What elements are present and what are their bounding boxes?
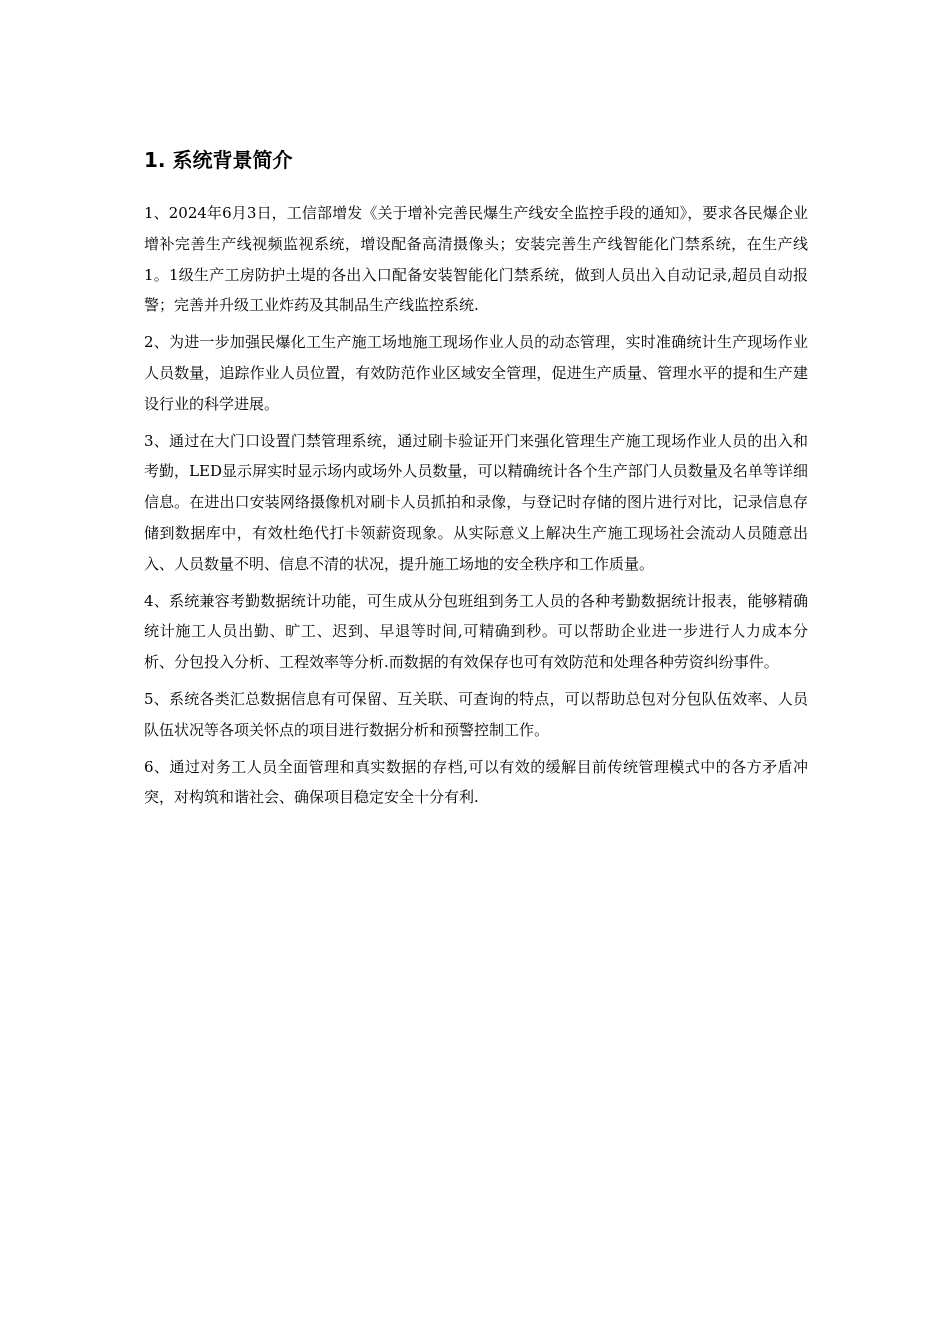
paragraph-5: 5、系统各类汇总数据信息有可保留、互关联、可查询的特点，可以帮助总包对分包队伍效率、人员队伍状况等各项关怀点的项目进行数据分析和预警控制工作。 <box>144 689 808 739</box>
paragraph-3: 3、通过在大门口设置门禁管理系统，通过刷卡验证开门来强化管理生产施工现场作业人员的出入和考勤，LED显示屏实时显示场内或场外人员数量，可以精确统计各个生产部门人员数量及名单等详细信息。在进出口安装网络摄像机对刷卡人员抓拍和录像，与登记时存储的图片进行对比，记录信息存储到数据库中，有效杜绝代打卡领薪资现象。从实际意义上解决生产施工现场社会流动人员随意出入、人员数量不明、信息不清的状况，提升施工场地的安全秩序和工作质量。 <box>144 431 808 573</box>
section-heading: 1. 系统背景简介 <box>144 148 293 172</box>
paragraph-2: 2、为进一步加强民爆化工生产施工场地施工现场作业人员的动态管理，实时准确统计生产现场作业人员数量，追踪作业人员位置，有效防范作业区域安全管理，促进生产质量、管理水平的提和生产建设行业的科学进展。 <box>144 333 808 413</box>
paragraph-4: 4、系统兼容考勤数据统计功能，可生成从分包班组到务工人员的各种考勤数据统计报表，能够精确统计施工人员出勤、旷工、迟到、早退等时间,可精确到秒。可以帮助企业进一步进行人力成本分析、分包投入分析、工程效率等分析.而数据的有效保存也可有效防范和处理各种劳资纠纷事件。 <box>144 591 808 672</box>
paragraph-6: 6、通过对务工人员全面管理和真实数据的存档,可以有效的缓解目前传统管理模式中的各方矛盾冲突，对构筑和谐社会、确保项目稳定安全十分有利. <box>144 757 808 807</box>
document-body <box>144 146 808 819</box>
paragraph-1: 1、2024年6月3日，工信部增发《关于增补完善民爆生产线安全监控手段的通知》，要求各民爆企业增补完善生产线视频监视系统，增设配备高清摄像头；安装完善生产线智能化门禁系统，在生产线1。1级生产工房防护土堤的各出入口配备安装智能化门禁系统，做到人员出入自动记录,超员自动报警；完善并升级工业炸药及其制品生产线监控系统. <box>144 204 808 315</box>
